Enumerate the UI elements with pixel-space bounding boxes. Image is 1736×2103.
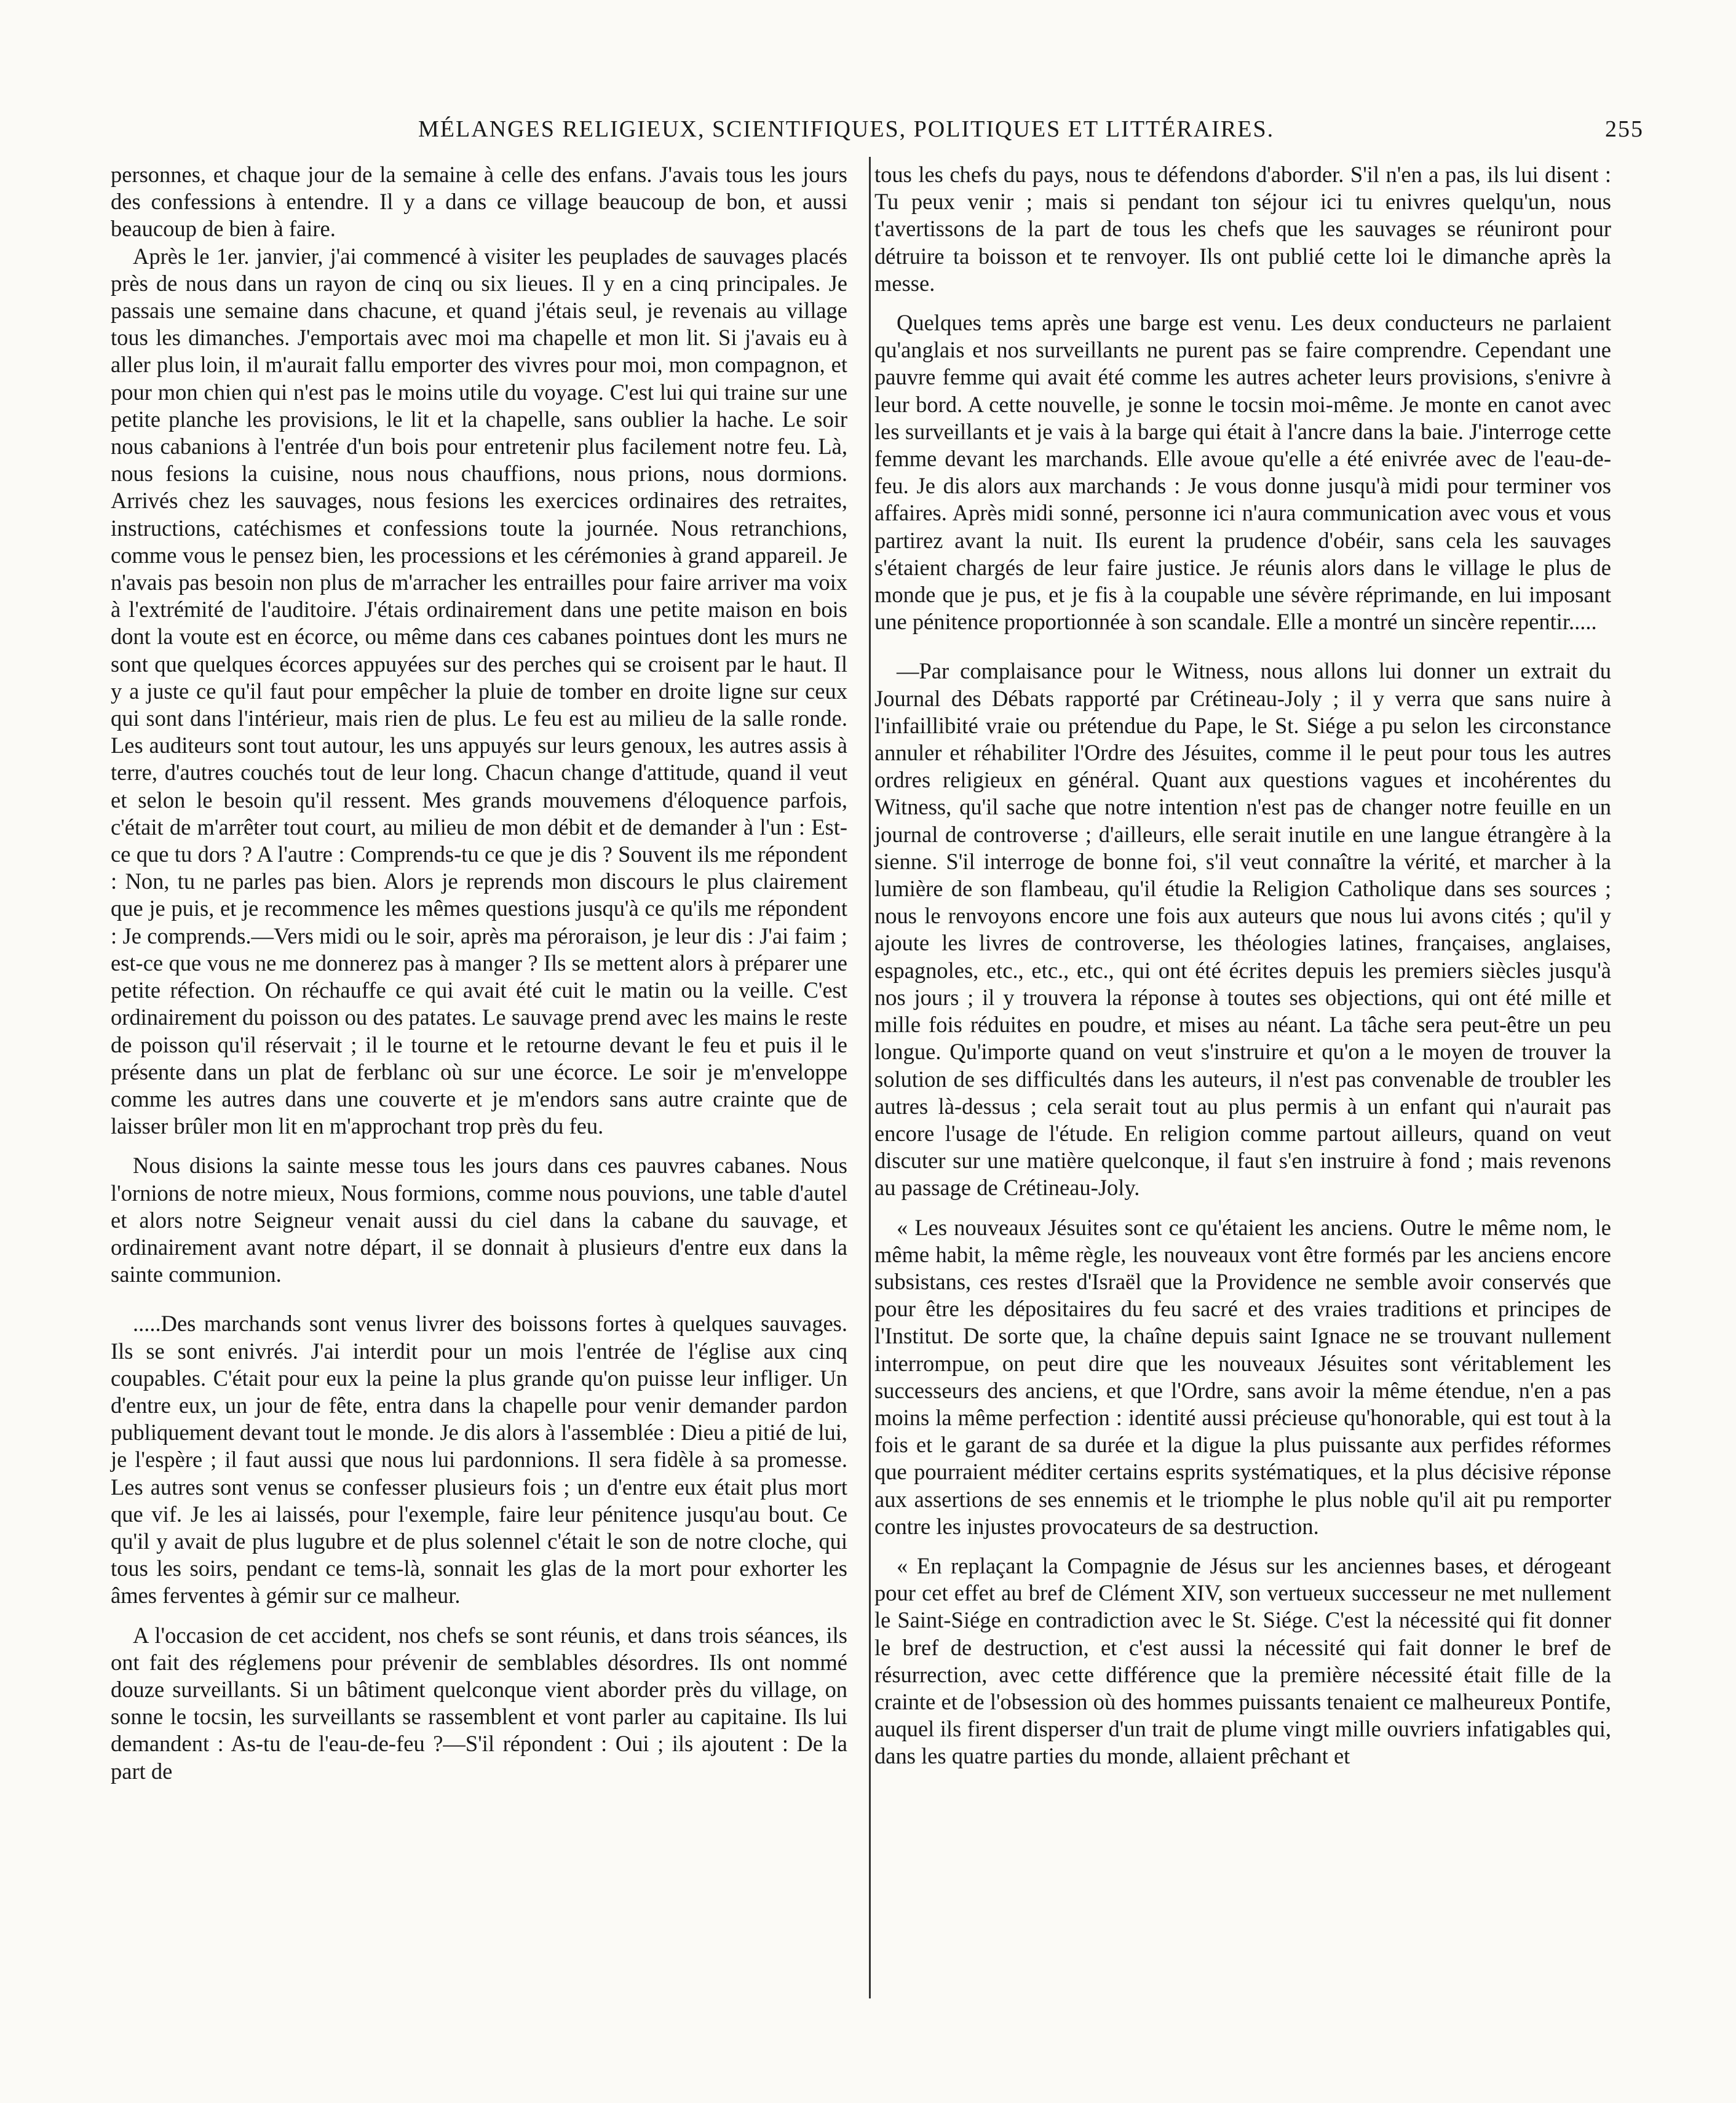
paragraph: —Par complaisance pour le Witness, nous allons lui donner un extrait du Journal des Débats rapporté par Crétineau-Joly ; il y verra que sans nuire à l'infaillibité vraie ou prétendue du Pape, le St. Siége a pu selon les circonstance annuler et réhabiliter l'Ordre des Jésuites, comme il le peut pour tous les autres ordres religieux en général. Quant aux questions vagues et incohérentes du Witness, qu'il sache que notre intention n'est pas de changer notre feuille en un journal de controverse ; d'ailleurs, elle serait inutile en une langue étrangère à la sienne. S'il interroge de bonne foi, s'il veut connaître la vérité, et marcher à la lumière de son flambeau, qu'il étudie la Religion Catholique dans ses sources ; nous le renvoyons encore une fois aux auteurs que nous lui avons cités ; qu'il y ajoute les livres de controverse, les théologies latines, françaises, anglaises, espagnoles, etc., etc., etc., qui ont été écrites depuis les premiers siècles jusqu'à nos jours ; il y trouvera la réponse à toutes ses objections, qui ont été mille et mille fois réduites en poudre, et mises au néant. La tâche sera peut-être un peu longue. Qu'importe quand on veut s'instruire et qu'on a le moyen de trouver la solution de ses difficultés dans les auteurs, il n'est pas convenable de troubler les autres là-dessus ; cela serait tout au plus permis à un enfant qui n'aurait pas encore l'usage de l'étude. En religion comme partout ailleurs, quand on veut discuter sur une matière quelconque, il faut s'en instruire à fond ; mais revenons au passage de Crétineau-Joly. bbox=[874, 658, 1611, 1201]
paragraph: A l'occasion de cet accident, nos chefs se sont réunis, et dans trois séances, ils ont fait des réglemens pour prévenir de semblables désordres. Ils ont nommé douze surveillants. Si un bâtiment quelconque vient aborder près du village, on sonne le tocsin, les surveillants se rassemblent et vont parler au capitaine. Ils lui demandent : As-tu de l'eau-de-feu ?—S'il répondent : Oui ; ils ajoutent : De la part de bbox=[111, 1622, 847, 1784]
column-divider bbox=[869, 157, 871, 1998]
paragraph: « En replaçant la Compagnie de Jésus sur les anciennes bases, et dérogeant pour cet effet au bref de Clément XIV, son vertueux successeur ne met nullement le Saint-Siége en contradiction avec le St. Siége. C'est la nécessité qui fit donner le bref de destruction, et c'est aussi la nécessité qui fait donner le bref de résurrection, avec cette différence que la première nécessité était fille de la crainte et de l'obsession où des hommes puissants tenaient ce malheureux Pontife, auquel ils firent disperser d'un trait de plume vingt mille ouvriers infatigables qui, dans les quatre parties du monde, allaient prêchant et bbox=[874, 1552, 1611, 1769]
running-title: MÉLANGES RELIGIEUX, SCIENTIFIQUES, POLITIQUES ET LITTÉRAIRES. bbox=[418, 116, 1275, 142]
paragraph: tous les chefs du pays, nous te défendons d'aborder. S'il n'en a pas, ils lui disent : Tu peux venir ; mais si pendant ton séjour ici tu enivres quelqu'un, nous t'avertissons de la part de tous les chefs que les sauvages se réuniront pour détruire ta boisson et te renvoyer. Ils ont publié cette loi le dimanche après la messe. bbox=[874, 162, 1611, 296]
page-number: 255 bbox=[1605, 116, 1644, 142]
paragraph: Nous disions la sainte messe tous les jours dans ces pauvres cabanes. Nous l'ornions de notre mieux, Nous formions, comme nous pouvions, une table d'autel et alors notre Seigneur venait aussi du ciel dans la cabane du sauvage, et ordinairement avant notre départ, il se donnait à plusieurs d'entre eux dans la sainte communion. bbox=[111, 1153, 847, 1287]
paragraph: « Les nouveaux Jésuites sont ce qu'étaient les anciens. Outre le même nom, le même habit, la même règle, les nouveaux vont être formés par les anciens encore subsistans, ces restes d'Israël que la Providence ne semble avoir conservés que pour être les dépositaires du feu sacré et des vraies traditions et principes de l'Institut. De sorte que, la chaîne depuis saint Ignace ne se trouvant nullement interrompue, on peut dire que les nouveaux Jésuites sont véritablement les successeurs des anciens, et que l'Ordre, sans avoir la même étendue, n'en a pas moins la même perfection : identité aussi précieuse qu'honorable, qui est tout à la fois et le garant de sa durée et la digue la plus puissante aux perfides réformes que pourraient méditer certains esprits systématiques, et la plus décisive réponse aux assertions de ses ennemis et le triomphe le plus noble qu'il ait pu remporter contre les injustes provocateurs de sa destruction. bbox=[874, 1214, 1611, 1539]
left-column bbox=[111, 161, 847, 1785]
paragraph: Quelques tems après une barge est venu. Les deux conducteurs ne parlaient qu'anglais et nos surveillants ne purent pas se faire comprendre. Cependant une pauvre femme qui avait été comme les autres acheter leurs provisions, s'enivre à leur bord. A cette nouvelle, je sonne le tocsin moi-même. Je monte en canot avec les surveillants et je vais à la barge qui était à l'ancre dans la baie. J'interroge cette femme devant les marchands. Elle avoue qu'elle a été enivrée avec de l'eau-de-feu. Je dis alors aux marchands : Je vous donne jusqu'à midi pour terminer vos affaires. Après midi sonné, personne ici n'aura communication avec vous et vous partirez avant la nuit. Ils eurent la prudence d'obéir, sans cela les sauvages s'étaient chargés de leur faire justice. Je réunis alors dans le village le plus de monde que je pus, et je fis à la coupable une sévère réprimande, en lui imposant une pénitence proportionnée à son scandale. Elle a montré un sincère repentir..... bbox=[874, 310, 1611, 635]
running-header bbox=[111, 116, 1644, 153]
paragraph: Après le 1er. janvier, j'ai commencé à visiter les peuplades de sauvages placés près de nous dans un rayon de cinq ou six lieues. Il y en a cinq principales. Je passais une semaine dans chacune, et quand j'étais seul, je revenais au village tous les dimanches. J'emportais avec moi ma chapelle et mon lit. Si j'avais eu à aller plus loin, il m'aurait fallu emporter des vivres pour moi, mon compagnon, et pour mon chien qui n'est pas le moins utile du voyage. C'est lui qui traine sur une petite planche les provisions, le lit et la chapelle, sans oublier la hache. Le soir nous cabanions à l'entrée d'un bois pour entretenir plus facilement notre feu. Là, nous fesions la cuisine, nous nous chauffions, nous prions, nous dormions. Arrivés chez les sauvages, nous fesions les exercices ordinaires des retraites, instructions, catéchismes et confessions toute la journée. Nous retranchions, comme vous le pensez bien, les processions et les cérémonies à grand appareil. Je n'avais pas besoin non plus de m'arracher les entrailles pour faire arriver ma voix à l'extrémité de l'auditoire. J'étais ordinairement dans une petite maison en bois dont la voute est en écorce, ou même dans ces cabanes pointues dont les murs ne sont que quelques écorces appuyées sur des perches qui se croisent par le haut. Il y a juste ce qu'il faut pour empêcher la pluie de tomber en droite ligne sur ceux qui sont dans l'intérieur, mais rien de plus. Le feu est au milieu de la salle ronde. Les auditeurs sont tout autour, les uns appuyés sur leurs genoux, les autres assis à terre, d'autres couchés tout de leur long. Chacun change d'attitude, quand il veut et selon le besoin qu'il ressent. Mes grands mouvemens d'éloquence parfois, c'était de m'arrêter tout court, au milieu de mon débit et de demander à l'un : Est-ce que tu dors ? A l'autre : Comprends-tu ce que je dis ? Souvent ils me répondent : Non, tu ne parles pas bien. Alors je reprends mon discours le plus clairement que je puis, et je recommence les mêmes questions jusqu'à ce qu'ils me répondent : Je comprends.—Vers midi ou le soir, après ma péroraison, je leur dis : J'ai faim ; est-ce que vous ne me donnerez pas à manger ? Ils se mettent alors à préparer une petite réfection. On réchauffe ce qui avait été cuit le matin ou la veille. C'est ordinairement du poisson ou des patates. Le sauvage prend avec les mains le reste de poisson qu'il réservait ; il le tourne et le retourne devant le feu et puis il le présente dans un plat de ferblanc où sur une écorce. Le soir je m'enveloppe comme les autres dans une couverte et je m'endors sans autre crainte que de laisser brûler mon lit en m'approchant trop près du feu. bbox=[111, 243, 847, 1139]
paragraph: personnes, et chaque jour de la semaine à celle des enfans. J'avais tous les jours des confessions à entendre. Il y a dans ce village beaucoup de bon, et aussi beaucoup de bien à faire. bbox=[111, 162, 847, 242]
paragraph: .....Des marchands sont venus livrer des boissons fortes à quelques sauvages. Ils se sont enivrés. J'ai interdit pour un mois l'entrée de l'église aux cinq coupables. C'était pour eux la peine la plus grande qu'on puisse leur infliger. Un d'entre eux, un jour de fête, entra dans la chapelle pour venir demander pardon publiquement devant tout le monde. Je dis alors à l'assemblée : Dieu a pitié de lui, je l'espère ; il faut aussi que nous lui pardonnions. Il sera fidèle à sa promesse. Les autres sont venus se confesser plusieurs fois ; un d'entre eux était plus mort que vif. Je les ai laissés, pour l'exemple, faire leur pénitence jusqu'au bout. Ce qu'il y avait de plus lugubre et de plus solennel c'était le son de notre cloche, qui tous les soirs, pendant ce tems-là, sonnait les glas de la mort pour exhorter les âmes ferventes à gémir sur ce malheur. bbox=[111, 1311, 847, 1608]
right-column bbox=[874, 161, 1611, 1770]
